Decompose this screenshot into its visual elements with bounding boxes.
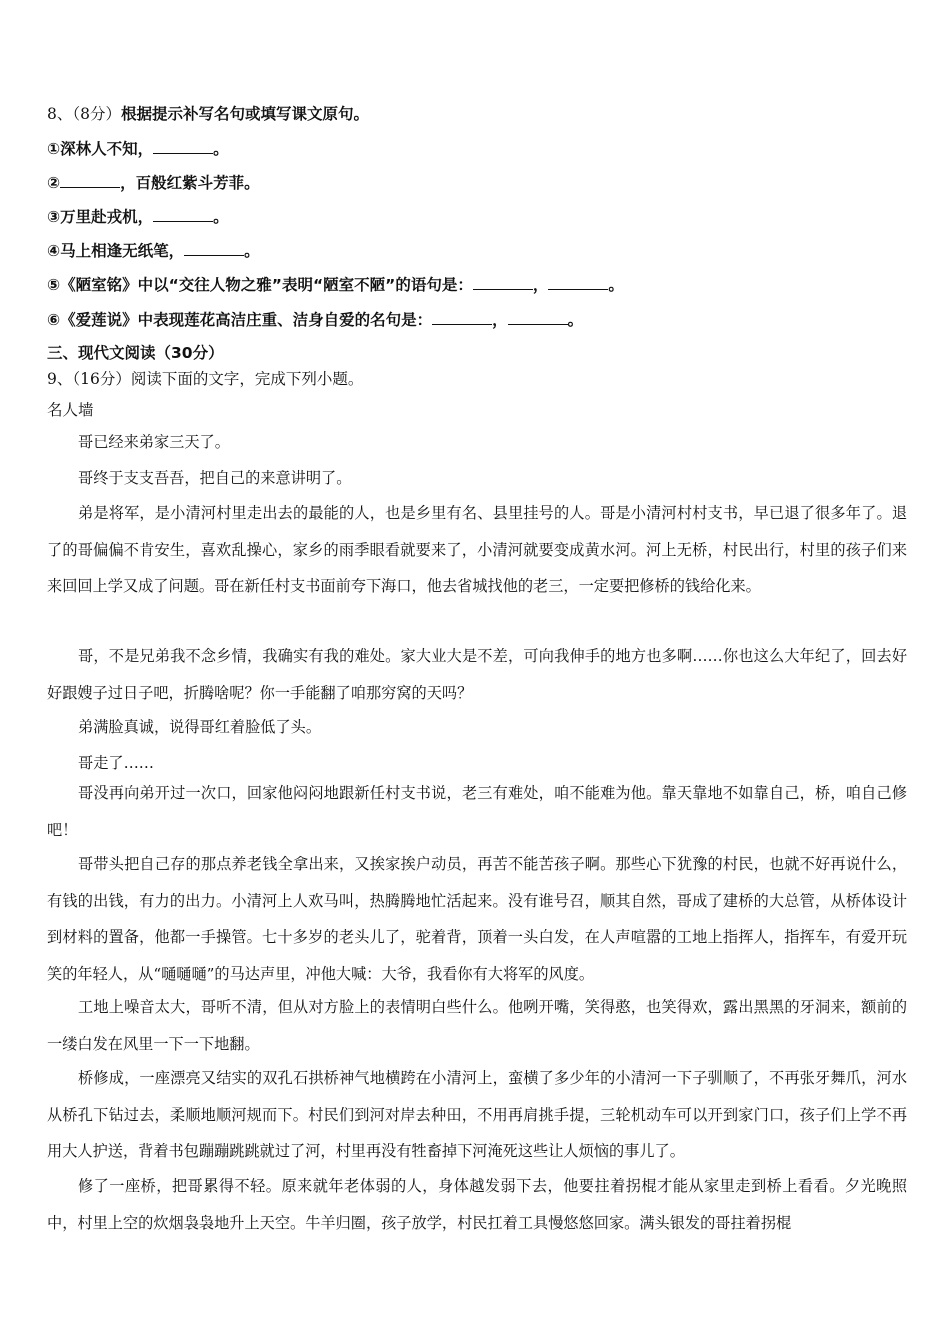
q8-prompt: 根据提示补写名句或填写课文原句。	[121, 105, 370, 123]
answer-blank[interactable]	[548, 275, 608, 290]
q8-item-5-pre: ⑤《陋室铭》中以“交往人物之雅”表明“陋室不陋”的语句是：	[47, 276, 473, 294]
passage-paragraph-9: 工地上噪音太大，哥听不清，但从对方脸上的表情明白些什么。他咧开嘴，笑得憨，也笑得欢，露出黑黑的牙洞来，额前的一缕白发在风里一下一下地翻。	[47, 998, 907, 1053]
q8-item-4-post: 。	[244, 242, 260, 260]
q8-item-4-pre: ④马上相逢无纸笔，	[47, 242, 185, 260]
answer-blank[interactable]	[184, 241, 244, 256]
passage-title: 名人墙	[47, 401, 94, 419]
passage-paragraph-7: 哥没再向弟开过一次口，回家他闷闷地跟新任村支书说，老三有难处，咱不能难为他。靠天靠地不如靠自己，桥，咱自己修吧！	[47, 784, 907, 839]
q8-item-3-pre: ③万里赴戎机，	[47, 208, 154, 226]
q8-points: （8分）	[72, 105, 121, 123]
passage-paragraph-6: 哥走了……	[78, 754, 154, 772]
question-8-header	[47, 102, 369, 124]
question-9-header: 9、（16分）阅读下面的文字，完成下列小题。	[47, 370, 364, 388]
q8-item-1-post: 。	[213, 140, 229, 158]
q8-item-2-pre: ②	[47, 174, 61, 192]
passage-paragraph-5: 弟满脸真诚，说得哥红着脸低了头。	[78, 718, 321, 736]
answer-blank[interactable]	[508, 310, 568, 325]
passage-paragraph-8: 哥带头把自己存的那点养老钱全拿出来，又挨家挨户动员，再苦不能苦孩子啊。那些心下犹豫的村民，也就不好再说什么，有钱的出钱，有力的出力。小清河上人欢马叫，热腾腾地忙活起来。没有谁号召，顺其自然，哥成了建桥的大总管，从桥体设计到材料的置备，他都一手操管。七十多岁的老头儿了，驼着背，顶着一头白发，在人声喧嚣的工地上指挥人，指挥车，有爱开玩笑的年轻人，从“嗵嗵嗵”的马达声里，冲他大喊：大爷，我看你有大将军的风度。	[47, 855, 907, 983]
passage-paragraph-11: 修了一座桥，把哥累得不轻。原来就年老体弱的人，身体越发弱下去，他要拄着拐棍才能从家里走到桥上看看。夕光晚照中，村里上空的炊烟袅袅地升上天空。牛羊归圈，孩子放学，村民扛着工具慢悠悠回家。满头银发的哥拄着拐棍	[47, 1177, 907, 1232]
section-3-heading: 三、现代文阅读（30分）	[47, 344, 224, 362]
q8-item-3-post: 。	[213, 208, 229, 226]
q8-item-5-mid: ，	[532, 276, 549, 294]
q8-item-6	[47, 308, 583, 330]
q8-item-5	[47, 273, 624, 295]
answer-blank[interactable]	[432, 310, 492, 325]
q8-item-2-post: ，百般红紫斗芳菲。	[120, 174, 260, 192]
q8-item-6-post: 。	[567, 311, 584, 329]
answer-blank[interactable]	[153, 207, 213, 222]
q8-item-5-post: 。	[608, 276, 624, 294]
q8-item-6-mid: ，	[492, 311, 508, 329]
passage-paragraph-4: 哥，不是兄弟我不念乡情，我确实有我的难处。家大业大是不差，可向我伸手的地方也多啊……你也这么大年纪了，回去好好跟嫂子过日子吧，折腾啥呢？你一手能翻了咱那穷窝的天吗？	[47, 647, 907, 702]
q8-item-1-pre: ①深林人不知，	[47, 140, 154, 158]
answer-blank[interactable]	[60, 173, 120, 188]
passage-paragraph-10: 桥修成，一座漂亮又结实的双孔石拱桥神气地横跨在小清河上，蛮横了多少年的小清河一下子驯顺了，不再张牙舞爪，河水从桥孔下钻过去，柔顺地顺河规而下。村民们到河对岸去种田，不用再肩挑手提，三轮机动车可以开到家门口，孩子们上学不再用大人护送，背着书包蹦蹦跳跳就过了河，村里再没有牲畜掉下河淹死这些让人烦恼的事儿了。	[47, 1069, 907, 1160]
answer-blank[interactable]	[153, 139, 213, 154]
q8-item-3	[47, 205, 229, 227]
q8-number: 8、	[47, 105, 73, 123]
passage-paragraph-2: 哥终于支支吾吾，把自己的来意讲明了。	[78, 469, 352, 487]
passage-paragraph-1: 哥已经来弟家三天了。	[78, 433, 230, 451]
answer-blank[interactable]	[473, 275, 533, 290]
q8-item-4	[47, 239, 260, 261]
passage-paragraph-3: 弟是将军，是小清河村里走出去的最能的人，也是乡里有名、县里挂号的人。哥是小清河村村支书，早已退了很多年了。退了的哥偏偏不肯安生，喜欢乱操心，家乡的雨季眼看就要来了，小清河就要变成黄水河。河上无桥，村民出行，村里的孩子们来来回回上学又成了问题。哥在新任村支书面前夸下海口，他去省城找他的老三，一定要把修桥的钱给化来。	[47, 504, 907, 595]
q8-item-6-pre: ⑥《爱莲说》中表现莲花高洁庄重、洁身自爱的名句是：	[47, 311, 433, 329]
q8-item-2	[47, 171, 260, 193]
q8-item-1	[47, 137, 229, 159]
